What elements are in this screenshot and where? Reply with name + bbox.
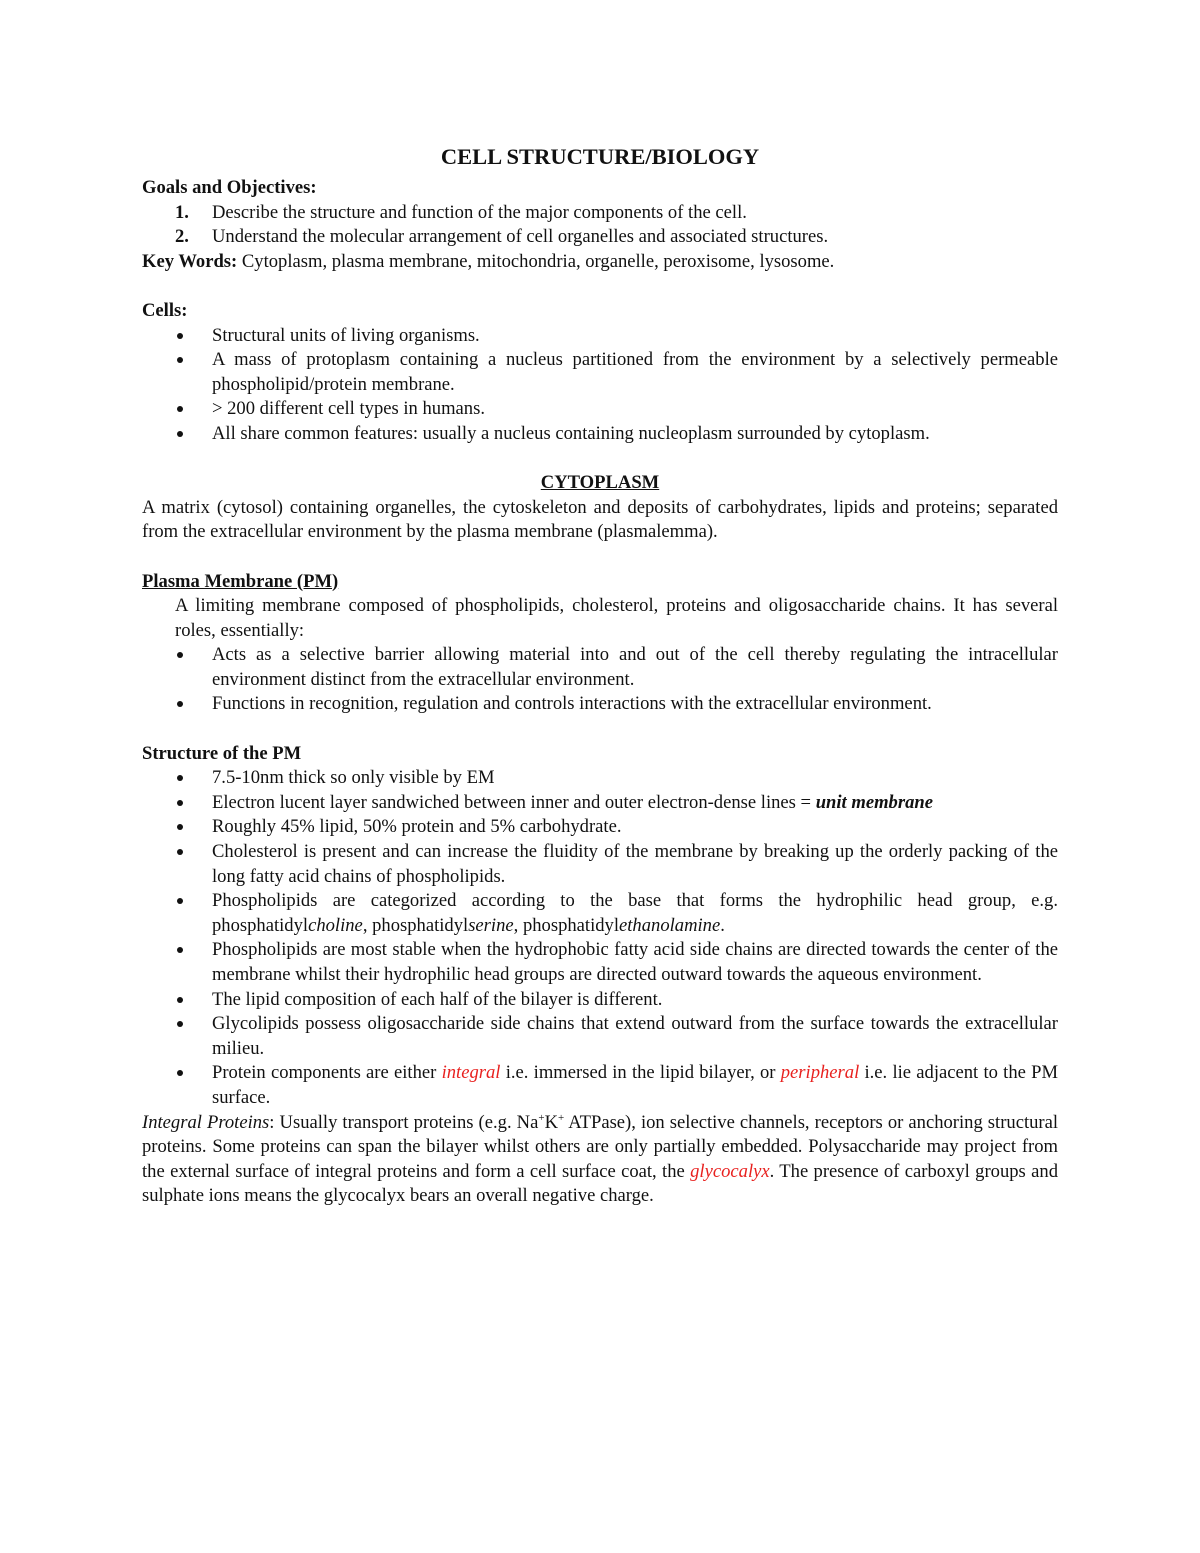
list-item-text: . [720, 914, 725, 936]
choline-term: choline [308, 914, 363, 936]
structure-list [142, 766, 1058, 1110]
plasma-membrane-heading: Plasma Membrane (PM) [142, 570, 339, 592]
goals-list [142, 201, 1058, 250]
list-item: 7.5-10nm thick so only visible by EM [142, 766, 1058, 791]
integral-proteins-paragraph [142, 1111, 1058, 1209]
list-item-text: Phospholipids are categorized according to the base that forms the hydrophilic head group, e.g. phosphatidyl [212, 890, 1058, 936]
list-item-text: Describe the structure and function of the major components of the cell. [212, 201, 747, 223]
plasma-membrane-list [142, 643, 1058, 717]
list-item: Glycolipids possess oligosaccharide side chains that extend outward from the surface towards the extracellular milieu. [142, 1012, 1058, 1061]
document-page [142, 142, 1058, 1209]
list-item [142, 201, 1058, 226]
keywords-line [142, 250, 1058, 275]
list-item [142, 1061, 1058, 1110]
list-number: 2. [175, 226, 189, 248]
list-item: The lipid composition of each half of the bilayer is different. [142, 988, 1058, 1013]
list-item-text: i.e. lie adjacent to the PM surface. [212, 1062, 1059, 1108]
list-item-text: Electron lucent layer sandwiched between inner and outer electron-dense lines = [212, 791, 816, 813]
list-number: 1. [175, 201, 189, 223]
list-item [142, 889, 1058, 938]
glycocalyx-term: glycocalyx [690, 1160, 770, 1182]
list-item-text: , phosphatidyl [362, 914, 469, 936]
page-title: CELL STRUCTURE/BIOLOGY [440, 144, 760, 169]
list-item-text: Understand the molecular arrangement of cell organelles and associated structures. [212, 226, 829, 248]
paragraph-text: K [544, 1111, 558, 1133]
list-item-text: Protein components are either [212, 1062, 442, 1084]
structure-heading: Structure of the PM [142, 742, 302, 764]
integral-proteins-label: Integral Proteins [142, 1111, 270, 1133]
list-item: Functions in recognition, regulation and controls interactions with the extracellular environment. [142, 692, 1058, 717]
list-item-text: , phosphatidyl [513, 914, 620, 936]
list-item: Structural units of living organisms. [142, 324, 1058, 349]
integral-term: integral [441, 1062, 501, 1084]
list-item [142, 791, 1058, 816]
plasma-membrane-intro: A limiting membrane composed of phospholipids, cholesterol, proteins and oligosaccharide chains. It has several roles, essentially: [175, 595, 1058, 641]
cells-list [142, 324, 1058, 447]
superscript: + [538, 1111, 545, 1124]
cells-heading: Cells: [142, 299, 188, 321]
goals-heading: Goals and Objectives: [142, 177, 317, 198]
keywords-label: Key Words: [142, 250, 238, 272]
paragraph-text: . The presence of carboxyl groups and sulphate ions means the glycocalyx bears an overall negative charge. [142, 1160, 1058, 1207]
list-item: Acts as a selective barrier allowing material into and out of the cell thereby regulating the intracellular environment distinct from the extracellular environment. [142, 643, 1058, 692]
paragraph-text: : Usually transport proteins (e.g. Na [269, 1111, 539, 1133]
list-item: Roughly 45% lipid, 50% protein and 5% carbohydrate. [142, 815, 1058, 840]
superscript: + [558, 1111, 565, 1124]
list-item-text: i.e. immersed in the lipid bilayer, or [500, 1062, 781, 1084]
list-item: All share common features: usually a nucleus containing nucleoplasm surrounded by cytoplasm. [142, 422, 1058, 447]
ethanolamine-term: ethanolamine [619, 914, 721, 936]
list-item: > 200 different cell types in humans. [142, 397, 1058, 422]
list-item: A mass of protoplasm containing a nucleus partitioned from the environment by a selectively permeable phospholipid/protein membrane. [142, 348, 1058, 397]
peripheral-term: peripheral [780, 1062, 860, 1084]
cytoplasm-heading: CYTOPLASM [540, 472, 660, 494]
keywords-text: Cytoplasm, plasma membrane, mitochondria, organelle, peroxisome, lysosome. [237, 250, 835, 272]
list-item: Cholesterol is present and can increase the fluidity of the membrane by breaking up the orderly packing of the long fatty acid chains of phospholipids. [142, 840, 1058, 889]
serine-term: serine [468, 914, 514, 936]
unit-membrane-term: unit membrane [815, 791, 933, 813]
cytoplasm-paragraph: A matrix (cytosol) containing organelles, the cytoskeleton and deposits of carbohydrates, lipids and proteins; separated from the extracellular environment by the plasma membrane (plasmalemma). [142, 496, 1058, 543]
list-item: Phospholipids are most stable when the hydrophobic fatty acid side chains are directed towards the center of the membrane whilst their hydrophilic head groups are directed outward towards the aqueous environment. [142, 938, 1058, 987]
list-item [142, 225, 1058, 250]
paragraph-text: ATPase), ion selective channels, receptors or anchoring structural proteins. Some proteins can span the bilayer whilst others are only partially embedded. Polysaccharide may project from the external surface of integral proteins and form a cell surface coat, the [142, 1111, 1059, 1182]
